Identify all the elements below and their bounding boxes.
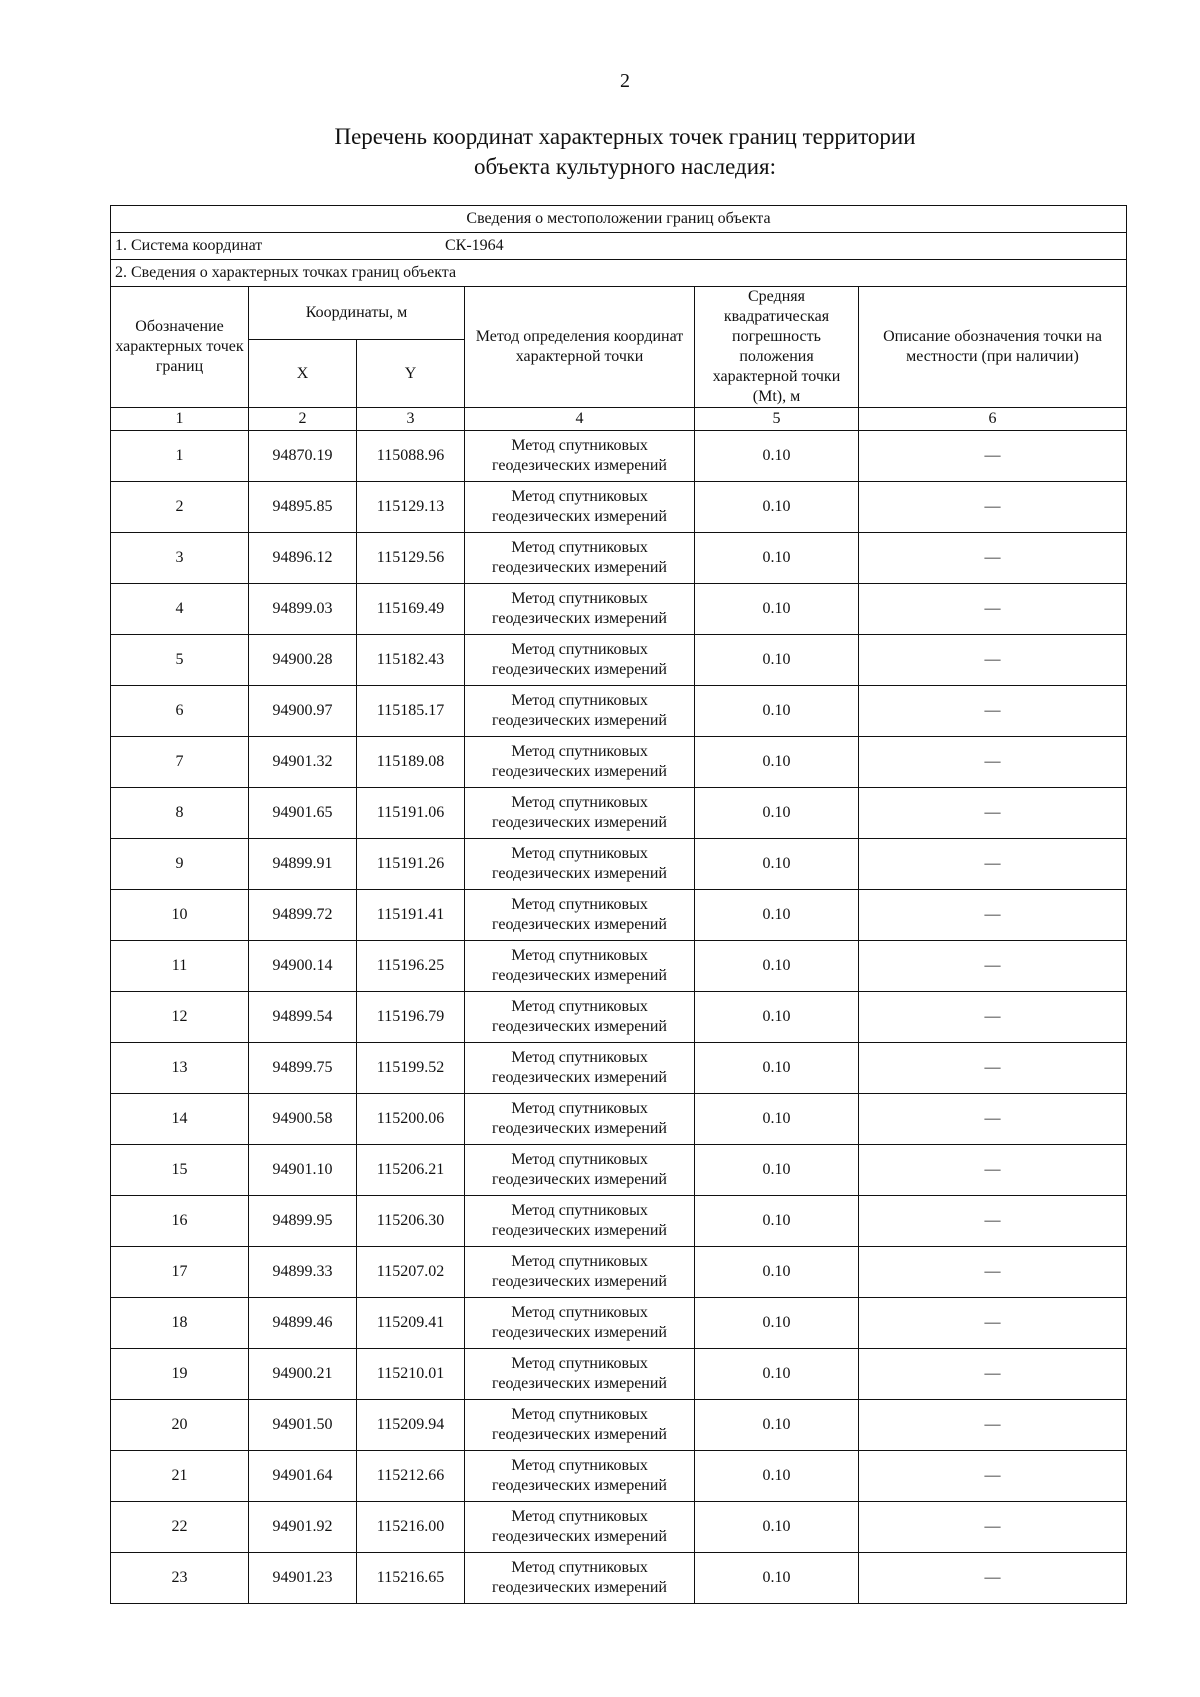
point-id: 12: [111, 992, 249, 1043]
mean-error: 0.10: [695, 1094, 859, 1145]
point-id: 2: [111, 482, 249, 533]
point-id: 8: [111, 788, 249, 839]
coordinate-y: 115191.41: [357, 890, 465, 941]
method-line-1: Метод спутниковых: [511, 1151, 648, 1168]
method-line-1: Метод спутниковых: [511, 1253, 648, 1270]
mean-error: 0.10: [695, 1298, 859, 1349]
point-id: 3: [111, 533, 249, 584]
mean-error: 0.10: [695, 584, 859, 635]
coordinates-table: [110, 205, 1127, 1604]
column-number: 1: [111, 408, 249, 431]
coordinate-y: 115212.66: [357, 1451, 465, 1502]
method-cell: [465, 482, 695, 533]
method-line-2: геодезических измерений: [492, 712, 667, 729]
point-description: —: [859, 431, 1127, 482]
coordinate-y: 115199.52: [357, 1043, 465, 1094]
coordinate-y: 115182.43: [357, 635, 465, 686]
method-cell: [465, 1553, 695, 1604]
point-id: 9: [111, 839, 249, 890]
method-line-1: Метод спутниковых: [511, 539, 648, 556]
point-description: —: [859, 1094, 1127, 1145]
method-cell: [465, 1400, 695, 1451]
coordinate-x: 94901.65: [249, 788, 357, 839]
method-line-1: Метод спутниковых: [511, 1049, 648, 1066]
coordinate-system-label: 1. Система координат: [115, 237, 263, 254]
method-line-1: Метод спутниковых: [511, 998, 648, 1015]
method-cell: [465, 1247, 695, 1298]
table-row: [111, 584, 1127, 635]
method-line-2: геодезических измерений: [492, 916, 667, 933]
coordinate-y: 115185.17: [357, 686, 465, 737]
coordinate-x: 94901.23: [249, 1553, 357, 1604]
point-id: 16: [111, 1196, 249, 1247]
method-cell: [465, 941, 695, 992]
mean-error: 0.10: [695, 635, 859, 686]
method-cell: [465, 1196, 695, 1247]
coordinate-y: 115196.25: [357, 941, 465, 992]
mean-error: 0.10: [695, 1400, 859, 1451]
coordinate-y: 115207.02: [357, 1247, 465, 1298]
mean-error: 0.10: [695, 1043, 859, 1094]
table-row: [111, 737, 1127, 788]
coordinate-y: 115088.96: [357, 431, 465, 482]
point-id: 10: [111, 890, 249, 941]
table-row: [111, 1145, 1127, 1196]
column-number: 6: [859, 408, 1127, 431]
table-row: [111, 941, 1127, 992]
method-line-2: геодезических измерений: [492, 559, 667, 576]
table-row: [111, 890, 1127, 941]
table-row: [111, 1502, 1127, 1553]
coordinate-y: 115129.13: [357, 482, 465, 533]
method-line-2: геодезических измерений: [492, 457, 667, 474]
coordinate-y: 115129.56: [357, 533, 465, 584]
method-line-1: Метод спутниковых: [511, 1406, 648, 1423]
method-line-1: Метод спутниковых: [511, 1100, 648, 1117]
point-description: —: [859, 1043, 1127, 1094]
method-cell: [465, 431, 695, 482]
mean-error: 0.10: [695, 1502, 859, 1553]
method-line-1: Метод спутниковых: [511, 1304, 648, 1321]
method-line-1: Метод спутниковых: [511, 845, 648, 862]
method-line-1: Метод спутниковых: [511, 1508, 648, 1525]
table-row: [111, 788, 1127, 839]
mean-error: 0.10: [695, 1553, 859, 1604]
point-id: 11: [111, 941, 249, 992]
method-line-1: Метод спутниковых: [511, 1457, 648, 1474]
table-row: [111, 1553, 1127, 1604]
coordinate-x: 94899.91: [249, 839, 357, 890]
column-number: 5: [695, 408, 859, 431]
coordinate-y: 115200.06: [357, 1094, 465, 1145]
point-id: 20: [111, 1400, 249, 1451]
method-line-2: геодезических измерений: [492, 1120, 667, 1137]
point-description: —: [859, 482, 1127, 533]
header-designation: Обозначение характерных точек границ: [111, 287, 249, 408]
method-line-2: геодезических измерений: [492, 1018, 667, 1035]
point-description: —: [859, 1451, 1127, 1502]
point-id: 15: [111, 1145, 249, 1196]
coordinate-x: 94899.33: [249, 1247, 357, 1298]
point-id: 5: [111, 635, 249, 686]
coordinate-y: 115189.08: [357, 737, 465, 788]
point-description: —: [859, 1145, 1127, 1196]
table-row: [111, 1196, 1127, 1247]
point-id: 23: [111, 1553, 249, 1604]
method-line-2: геодезических измерений: [492, 661, 667, 678]
header-error: Средняя квадратическая погрешность положения характерной точки (Mt), м: [695, 287, 859, 408]
coordinate-x: 94870.19: [249, 431, 357, 482]
point-description: —: [859, 1247, 1127, 1298]
mean-error: 0.10: [695, 1196, 859, 1247]
point-description: —: [859, 992, 1127, 1043]
method-cell: [465, 686, 695, 737]
mean-error: 0.10: [695, 1451, 859, 1502]
method-cell: [465, 737, 695, 788]
coordinate-x: 94900.21: [249, 1349, 357, 1400]
point-id: 13: [111, 1043, 249, 1094]
method-line-2: геодезических измерений: [492, 508, 667, 525]
coordinate-x: 94895.85: [249, 482, 357, 533]
mean-error: 0.10: [695, 941, 859, 992]
method-line-2: геодезических измерений: [492, 967, 667, 984]
mean-error: 0.10: [695, 1349, 859, 1400]
method-line-2: геодезических измерений: [492, 1375, 667, 1392]
table-row: [111, 1451, 1127, 1502]
coordinate-y: 115191.26: [357, 839, 465, 890]
point-id: 21: [111, 1451, 249, 1502]
coordinate-x: 94899.54: [249, 992, 357, 1043]
method-line-1: Метод спутниковых: [511, 1202, 648, 1219]
coordinate-y: 115210.01: [357, 1349, 465, 1400]
mean-error: 0.10: [695, 686, 859, 737]
coordinates-table-wrapper: [110, 205, 1126, 1604]
point-id: 22: [111, 1502, 249, 1553]
header-method: Метод определения координат характерной точки: [465, 287, 695, 408]
method-line-2: геодезических измерений: [492, 865, 667, 882]
coordinate-x: 94901.32: [249, 737, 357, 788]
point-description: —: [859, 839, 1127, 890]
mean-error: 0.10: [695, 1145, 859, 1196]
mean-error: 0.10: [695, 1247, 859, 1298]
method-cell: [465, 1298, 695, 1349]
method-line-1: Метод спутниковых: [511, 947, 648, 964]
table-row: [111, 1349, 1127, 1400]
point-id: 14: [111, 1094, 249, 1145]
method-line-1: Метод спутниковых: [511, 641, 648, 658]
method-line-2: геодезических измерений: [492, 1324, 667, 1341]
method-line-2: геодезических измерений: [492, 763, 667, 780]
coordinate-y: 115196.79: [357, 992, 465, 1043]
coordinate-x: 94899.03: [249, 584, 357, 635]
header-y: Y: [357, 340, 465, 408]
coordinate-y: 115209.41: [357, 1298, 465, 1349]
method-line-1: Метод спутниковых: [511, 896, 648, 913]
table-row: [111, 533, 1127, 584]
table-row: [111, 839, 1127, 890]
method-cell: [465, 1043, 695, 1094]
method-line-2: геодезических измерений: [492, 1477, 667, 1494]
method-line-2: геодезических измерений: [492, 1171, 667, 1188]
method-cell: [465, 1094, 695, 1145]
method-line-1: Метод спутниковых: [511, 743, 648, 760]
point-description: —: [859, 890, 1127, 941]
method-cell: [465, 1145, 695, 1196]
coordinate-x: 94899.95: [249, 1196, 357, 1247]
point-description: —: [859, 941, 1127, 992]
method-line-1: Метод спутниковых: [511, 794, 648, 811]
method-line-2: геодезических измерений: [492, 1579, 667, 1596]
table-row: [111, 635, 1127, 686]
coordinate-x: 94899.72: [249, 890, 357, 941]
point-description: —: [859, 1196, 1127, 1247]
coordinate-system-value: СК-1964: [445, 237, 504, 254]
point-description: —: [859, 635, 1127, 686]
point-description: —: [859, 1349, 1127, 1400]
method-cell: [465, 635, 695, 686]
method-cell: [465, 839, 695, 890]
point-description: —: [859, 1502, 1127, 1553]
method-line-2: геодезических измерений: [492, 1069, 667, 1086]
method-cell: [465, 992, 695, 1043]
point-description: —: [859, 1400, 1127, 1451]
mean-error: 0.10: [695, 788, 859, 839]
method-line-1: Метод спутниковых: [511, 692, 648, 709]
point-id: 4: [111, 584, 249, 635]
title-line-1: Перечень координат характерных точек границ территории: [334, 124, 916, 149]
point-description: —: [859, 533, 1127, 584]
table-row: [111, 686, 1127, 737]
method-line-2: геодезических измерений: [492, 1426, 667, 1443]
coordinate-system-row: [111, 233, 1127, 260]
method-line-1: Метод спутниковых: [511, 488, 648, 505]
method-line-2: геодезических измерений: [492, 1222, 667, 1239]
method-line-2: геодезических измерений: [492, 814, 667, 831]
point-description: —: [859, 737, 1127, 788]
point-id: 19: [111, 1349, 249, 1400]
method-cell: [465, 584, 695, 635]
table-row: [111, 992, 1127, 1043]
mean-error: 0.10: [695, 890, 859, 941]
method-cell: [465, 788, 695, 839]
coordinate-y: 115209.94: [357, 1400, 465, 1451]
coordinate-y: 115206.21: [357, 1145, 465, 1196]
points-section-label: 2. Сведения о характерных точках границ объекта: [111, 260, 1127, 287]
header-x: X: [249, 340, 357, 408]
method-line-2: геодезических измерений: [492, 1528, 667, 1545]
table-row: [111, 1400, 1127, 1451]
point-description: —: [859, 686, 1127, 737]
coordinate-x: 94901.10: [249, 1145, 357, 1196]
mean-error: 0.10: [695, 533, 859, 584]
method-cell: [465, 1502, 695, 1553]
coordinate-x: 94896.12: [249, 533, 357, 584]
point-id: 6: [111, 686, 249, 737]
title-line-2: объекта культурного наследия:: [473, 154, 777, 179]
method-line-2: геодезических измерений: [492, 1273, 667, 1290]
coordinate-x: 94901.64: [249, 1451, 357, 1502]
point-description: —: [859, 788, 1127, 839]
mean-error: 0.10: [695, 482, 859, 533]
mean-error: 0.10: [695, 737, 859, 788]
method-line-1: Метод спутниковых: [511, 590, 648, 607]
mean-error: 0.10: [695, 992, 859, 1043]
table-row: [111, 1298, 1127, 1349]
method-cell: [465, 1451, 695, 1502]
method-line-1: Метод спутниковых: [511, 437, 648, 454]
coordinate-x: 94900.58: [249, 1094, 357, 1145]
point-description: —: [859, 1553, 1127, 1604]
point-id: 1: [111, 431, 249, 482]
table-row: [111, 1043, 1127, 1094]
mean-error: 0.10: [695, 431, 859, 482]
coordinate-y: 115191.06: [357, 788, 465, 839]
section-title: Сведения о местоположении границ объекта: [111, 206, 1127, 233]
coordinate-x: 94900.14: [249, 941, 357, 992]
table-row: [111, 1247, 1127, 1298]
point-id: 7: [111, 737, 249, 788]
point-id: 17: [111, 1247, 249, 1298]
point-description: —: [859, 1298, 1127, 1349]
coordinate-x: 94899.75: [249, 1043, 357, 1094]
coordinate-x: 94901.92: [249, 1502, 357, 1553]
method-line-1: Метод спутниковых: [511, 1355, 648, 1372]
coordinate-x: 94901.50: [249, 1400, 357, 1451]
coordinate-x: 94899.46: [249, 1298, 357, 1349]
page-number: 2: [620, 70, 630, 92]
mean-error: 0.10: [695, 839, 859, 890]
coordinate-y: 115206.30: [357, 1196, 465, 1247]
column-number: 2: [249, 408, 357, 431]
page-title: [0, 122, 1200, 182]
method-cell: [465, 1349, 695, 1400]
column-numbers-row: [111, 408, 1127, 431]
method-cell: [465, 890, 695, 941]
column-number: 3: [357, 408, 465, 431]
header-coordinates: Координаты, м: [249, 287, 465, 340]
column-number: 4: [465, 408, 695, 431]
header-description: Описание обозначения точки на местности (при наличии): [859, 287, 1127, 408]
coordinate-x: 94900.28: [249, 635, 357, 686]
coordinate-y: 115216.00: [357, 1502, 465, 1553]
method-line-1: Метод спутниковых: [511, 1559, 648, 1576]
point-description: —: [859, 584, 1127, 635]
point-id: 18: [111, 1298, 249, 1349]
table-row: [111, 431, 1127, 482]
coordinate-y: 115216.65: [357, 1553, 465, 1604]
table-row: [111, 482, 1127, 533]
coordinate-x: 94900.97: [249, 686, 357, 737]
table-row: [111, 1094, 1127, 1145]
coordinate-y: 115169.49: [357, 584, 465, 635]
method-cell: [465, 533, 695, 584]
method-line-2: геодезических измерений: [492, 610, 667, 627]
